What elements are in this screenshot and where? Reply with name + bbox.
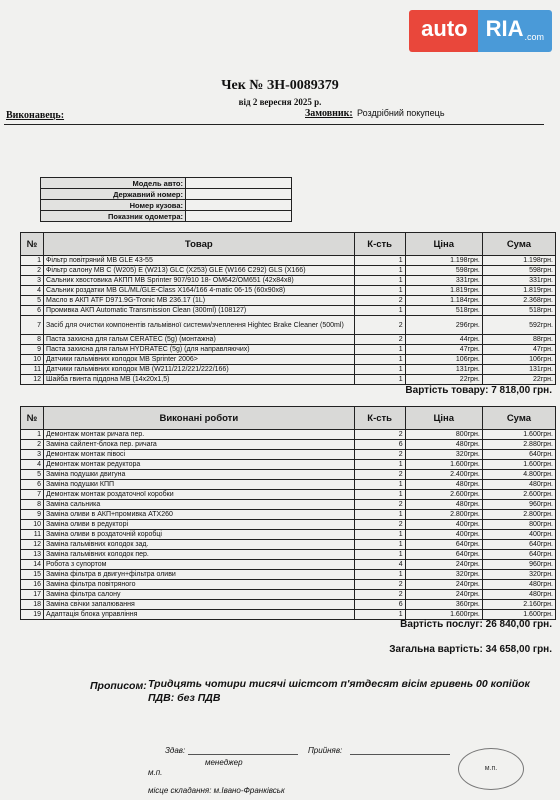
row-name: Заміна оливи в редукторі: [44, 520, 355, 530]
row-price: 1.600грн.: [405, 610, 482, 620]
row-sum: 131грн.: [482, 365, 555, 375]
row-name: Масло в АКП ATF D971.9G-Tronic MB 236.17 (1L): [44, 296, 355, 306]
row-qty: 1: [354, 490, 405, 500]
table-row: [21, 520, 556, 530]
row-sum: 331грн.: [482, 276, 555, 286]
goods-total-label: Вартість товару:: [405, 385, 489, 396]
row-price: 1.600грн.: [405, 460, 482, 470]
row-sum: 598грн.: [482, 266, 555, 276]
goods-total: [405, 385, 552, 396]
row-qty: 2: [354, 520, 405, 530]
row-price: 400грн.: [405, 530, 482, 540]
row-num: 17: [21, 590, 44, 600]
row-price: 131грн.: [405, 365, 482, 375]
row-name: Заміна свічки запалювання: [44, 600, 355, 610]
row-name: Заміна фільтра повітряного: [44, 580, 355, 590]
row-name: Заміна оливи в роздаточній коробці: [44, 530, 355, 540]
row-name: Паста захисна для гальм CERATEC (5g) (монтажна): [44, 335, 355, 345]
vehicle-row-value: [186, 178, 292, 189]
row-sum: 88грн.: [482, 335, 555, 345]
row-num: 6: [21, 480, 44, 490]
row-sum: 2.880грн.: [482, 440, 555, 450]
row-qty: 1: [354, 570, 405, 580]
row-name: Робота з супортом: [44, 560, 355, 570]
row-price: 106грн.: [405, 355, 482, 365]
row-num: 8: [21, 500, 44, 510]
row-name: Фільтр повітряний MB GLE 43-55: [44, 256, 355, 266]
logo-auto-part: auto: [409, 10, 477, 52]
row-qty: 1: [354, 286, 405, 296]
grand-total-value: 34 658,00 грн.: [485, 644, 552, 655]
logo-suffix: .com: [524, 32, 544, 42]
row-num: 2: [21, 440, 44, 450]
works-total-label: Вартість послуг:: [400, 619, 483, 630]
row-qty: 1: [354, 530, 405, 540]
row-qty: 2: [354, 470, 405, 480]
row-name: Адаптація блока управління: [44, 610, 355, 620]
row-num: 7: [21, 316, 44, 335]
row-qty: 1: [354, 375, 405, 385]
row-num: 1: [21, 430, 44, 440]
table-row: [21, 530, 556, 540]
works-table: [20, 406, 556, 620]
row-name: Заміна оливи в АКП+промивка АТХ260: [44, 510, 355, 520]
table-row: [21, 470, 556, 480]
table-row: [21, 490, 556, 500]
vehicle-row-label: Модель авто:: [41, 178, 186, 189]
table-row: [21, 590, 556, 600]
row-num: 11: [21, 365, 44, 375]
table-row: [21, 610, 556, 620]
row-name: Заміна фільтра салону: [44, 590, 355, 600]
row-price: 2.400грн.: [405, 470, 482, 480]
row-price: 400грн.: [405, 520, 482, 530]
row-sum: 1.600грн.: [482, 460, 555, 470]
row-qty: 4: [354, 560, 405, 570]
receipt-date: від 2 вересня 2025 р.: [238, 97, 322, 107]
row-price: 240грн.: [405, 590, 482, 600]
goods-total-value: 7 818,00 грн.: [491, 385, 552, 396]
customer-label: Замовник:: [305, 108, 353, 119]
row-price: 320грн.: [405, 570, 482, 580]
row-qty: 1: [354, 355, 405, 365]
table-row: [21, 335, 556, 345]
logo-ria-text: RIA: [485, 16, 524, 41]
stamp-seal: м.п.: [458, 748, 524, 790]
in-words-label: Прописом:: [90, 680, 147, 692]
row-num: 10: [21, 355, 44, 365]
row-price: 22грн.: [405, 375, 482, 385]
goods-header-name: Товар: [44, 233, 355, 256]
row-price: 2.600грн.: [405, 490, 482, 500]
row-name: Заміна сайлент-блока пер. ричага: [44, 440, 355, 450]
row-num: 7: [21, 490, 44, 500]
header-divider: [4, 124, 544, 125]
row-qty: 6: [354, 440, 405, 450]
works-header-price: Ціна: [405, 407, 482, 430]
row-sum: 960грн.: [482, 560, 555, 570]
row-name: Заміна сальника: [44, 500, 355, 510]
row-num: 4: [21, 286, 44, 296]
table-row: [21, 276, 556, 286]
row-price: 518грн.: [405, 306, 482, 316]
table-row: [21, 460, 556, 470]
place-label: місце складання: м.Івано-Франківськ: [148, 786, 285, 795]
executor-label: Виконавець:: [6, 110, 65, 121]
vehicle-table: [40, 177, 292, 222]
row-price: 480грн.: [405, 500, 482, 510]
row-sum: 1.198грн.: [482, 256, 555, 266]
row-qty: 2: [354, 500, 405, 510]
row-name: Демонтаж монтаж ричага пер.: [44, 430, 355, 440]
row-price: 44грн.: [405, 335, 482, 345]
row-name: Датчики гальмівних колодок MB (W211/212/221/222/166): [44, 365, 355, 375]
row-num: 4: [21, 460, 44, 470]
row-price: 360грн.: [405, 600, 482, 610]
row-num: 11: [21, 530, 44, 540]
row-sum: 800грн.: [482, 520, 555, 530]
vehicle-row-value: [186, 211, 292, 222]
row-qty: 1: [354, 460, 405, 470]
table-row: [21, 316, 556, 335]
row-sum: 320грн.: [482, 570, 555, 580]
handed-signature-line: [188, 754, 298, 755]
row-num: 10: [21, 520, 44, 530]
row-qty: 2: [354, 430, 405, 440]
row-num: 8: [21, 335, 44, 345]
table-row: [21, 480, 556, 490]
row-sum: 4.800грн.: [482, 470, 555, 480]
table-row: [21, 306, 556, 316]
row-qty: 1: [354, 266, 405, 276]
table-row: [21, 450, 556, 460]
vehicle-row: [41, 200, 292, 211]
table-row: [21, 550, 556, 560]
row-price: 2.800грн.: [405, 510, 482, 520]
row-qty: 2: [354, 335, 405, 345]
grand-total-label: Загальна вартість:: [389, 644, 483, 655]
row-qty: 6: [354, 600, 405, 610]
table-row: [21, 600, 556, 610]
vehicle-row-label: Показник одометра:: [41, 211, 186, 222]
handed-label: Здав:: [165, 746, 186, 755]
row-price: 640грн.: [405, 550, 482, 560]
table-row: [21, 345, 556, 355]
row-name: Промивка АКП Automatic Transmission Clean (300ml) (108127): [44, 306, 355, 316]
row-name: Заміна гальмівних колодок зад.: [44, 540, 355, 550]
row-num: 13: [21, 550, 44, 560]
row-num: 9: [21, 345, 44, 355]
row-sum: 400грн.: [482, 530, 555, 540]
vehicle-row: [41, 178, 292, 189]
row-price: 640грн.: [405, 540, 482, 550]
row-qty: 1: [354, 276, 405, 286]
row-sum: 960грн.: [482, 500, 555, 510]
row-name: Фільтр салону MB C (W205) E (W213) GLC (X253) GLE (W166 C292) GLS (X166): [44, 266, 355, 276]
row-price: 480грн.: [405, 440, 482, 450]
in-words-text: Тридцять чотири тисячі шістсот п'ятдесят вісім гривень 00 копійок ПДВ: без ПДВ: [148, 678, 530, 704]
customer-value: Роздрібний покупець: [357, 108, 445, 118]
row-sum: 2.600грн.: [482, 490, 555, 500]
row-qty: 1: [354, 550, 405, 560]
row-price: 296грн.: [405, 316, 482, 335]
row-price: 331грн.: [405, 276, 482, 286]
row-num: 19: [21, 610, 44, 620]
row-price: 1.184грн.: [405, 296, 482, 306]
row-num: 16: [21, 580, 44, 590]
receipt-title: Чек № ЗН-0089379: [221, 78, 339, 93]
received-label: Прийняв:: [308, 746, 343, 755]
row-qty: 2: [354, 316, 405, 335]
vehicle-row-value: [186, 200, 292, 211]
row-sum: 640грн.: [482, 540, 555, 550]
table-row: [21, 365, 556, 375]
table-row: [21, 560, 556, 570]
row-sum: 1.600грн.: [482, 430, 555, 440]
row-name: Шайба гвинта піддона MB (14x20x1,5): [44, 375, 355, 385]
table-row: [21, 266, 556, 276]
table-row: [21, 580, 556, 590]
goods-header-price: Ціна: [405, 233, 482, 256]
received-signature-line: [350, 754, 450, 755]
row-num: 5: [21, 470, 44, 480]
row-num: 3: [21, 450, 44, 460]
row-num: 18: [21, 600, 44, 610]
logo-ria-part: [478, 10, 552, 52]
works-header-name: Виконані роботи: [44, 407, 355, 430]
row-name: Сальник хвостовика АКПП MB Sprinter 907/910 18- OM642/OM651 (42x84x8): [44, 276, 355, 286]
row-sum: 2.800грн.: [482, 510, 555, 520]
table-row: [21, 510, 556, 520]
table-row: [21, 440, 556, 450]
row-sum: 106грн.: [482, 355, 555, 365]
row-qty: 1: [354, 306, 405, 316]
row-price: 800грн.: [405, 430, 482, 440]
table-row: [21, 570, 556, 580]
row-qty: 1: [354, 510, 405, 520]
row-sum: 480грн.: [482, 480, 555, 490]
row-name: Заміна подушки двигуна: [44, 470, 355, 480]
row-price: 240грн.: [405, 560, 482, 570]
row-sum: 22грн.: [482, 375, 555, 385]
goods-header-sum: Сума: [482, 233, 555, 256]
table-row: [21, 355, 556, 365]
row-price: 1.198грн.: [405, 256, 482, 266]
row-qty: 1: [354, 256, 405, 266]
goods-header-num: №: [21, 233, 44, 256]
goods-table: [20, 232, 556, 385]
table-row: [21, 375, 556, 385]
row-sum: 640грн.: [482, 550, 555, 560]
row-sum: 592грн.: [482, 316, 555, 335]
row-num: 1: [21, 256, 44, 266]
vehicle-row-label: Державний номер:: [41, 189, 186, 200]
row-qty: 1: [354, 610, 405, 620]
row-num: 15: [21, 570, 44, 580]
row-price: 47грн.: [405, 345, 482, 355]
row-name: Датчики гальмівних колодок MB Sprinter 2006>: [44, 355, 355, 365]
row-qty: 2: [354, 450, 405, 460]
table-row: [21, 540, 556, 550]
row-name: Заміна фільтра в двигун+фільтра оливи: [44, 570, 355, 580]
row-price: 320грн.: [405, 450, 482, 460]
row-num: 12: [21, 540, 44, 550]
row-num: 12: [21, 375, 44, 385]
row-qty: 1: [354, 365, 405, 375]
manager-label: менеджер: [205, 758, 243, 767]
stamp-label: м.п.: [148, 768, 163, 777]
row-name: Паста захисна для гальм HYDRATEC (5g) (для направляючих): [44, 345, 355, 355]
works-total: [400, 619, 552, 630]
row-name: Демонтаж монтаж редуктора: [44, 460, 355, 470]
works-header-num: №: [21, 407, 44, 430]
row-qty: 1: [354, 540, 405, 550]
row-sum: 2.368грн.: [482, 296, 555, 306]
row-sum: 1.600грн.: [482, 610, 555, 620]
row-num: 3: [21, 276, 44, 286]
row-num: 2: [21, 266, 44, 276]
row-qty: 1: [354, 480, 405, 490]
row-num: 5: [21, 296, 44, 306]
row-price: 1.819грн.: [405, 286, 482, 296]
row-qty: 2: [354, 296, 405, 306]
row-qty: 2: [354, 580, 405, 590]
table-row: [21, 286, 556, 296]
row-price: 240грн.: [405, 580, 482, 590]
row-name: Заміна подушки КПП: [44, 480, 355, 490]
vehicle-row: [41, 189, 292, 200]
row-name: Заміна гальмівних колодок пер.: [44, 550, 355, 560]
table-row: [21, 256, 556, 266]
row-sum: 480грн.: [482, 590, 555, 600]
row-name: Демонтаж монтаж півосі: [44, 450, 355, 460]
row-qty: 2: [354, 590, 405, 600]
row-num: 9: [21, 510, 44, 520]
row-sum: 518грн.: [482, 306, 555, 316]
vehicle-row: [41, 211, 292, 222]
row-sum: 480грн.: [482, 580, 555, 590]
autoria-logo: [409, 10, 552, 52]
row-sum: 1.819грн.: [482, 286, 555, 296]
row-sum: 47грн.: [482, 345, 555, 355]
goods-header-qty: К-сть: [354, 233, 405, 256]
row-sum: 2.160грн.: [482, 600, 555, 610]
row-sum: 640грн.: [482, 450, 555, 460]
row-name: Засіб для очистки компонентів гальмівної системи/зчеплення Hightec Brake Cleaner (500ml): [44, 316, 355, 335]
row-name: Сальник роздатки MB GL/ML/GLE-Class X164/166 4-matic 06-15 (60x90x8): [44, 286, 355, 296]
works-total-value: 26 840,00 грн.: [485, 619, 552, 630]
row-num: 14: [21, 560, 44, 570]
row-num: 6: [21, 306, 44, 316]
works-header-sum: Сума: [482, 407, 555, 430]
table-row: [21, 500, 556, 510]
vehicle-row-label: Номер кузова:: [41, 200, 186, 211]
works-header-qty: К-сть: [354, 407, 405, 430]
vehicle-row-value: [186, 189, 292, 200]
row-price: 598грн.: [405, 266, 482, 276]
row-name: Демонтаж монтаж роздаточної коробки: [44, 490, 355, 500]
row-price: 480грн.: [405, 480, 482, 490]
table-row: [21, 430, 556, 440]
table-row: [21, 296, 556, 306]
grand-total: [389, 644, 552, 655]
row-qty: 1: [354, 345, 405, 355]
